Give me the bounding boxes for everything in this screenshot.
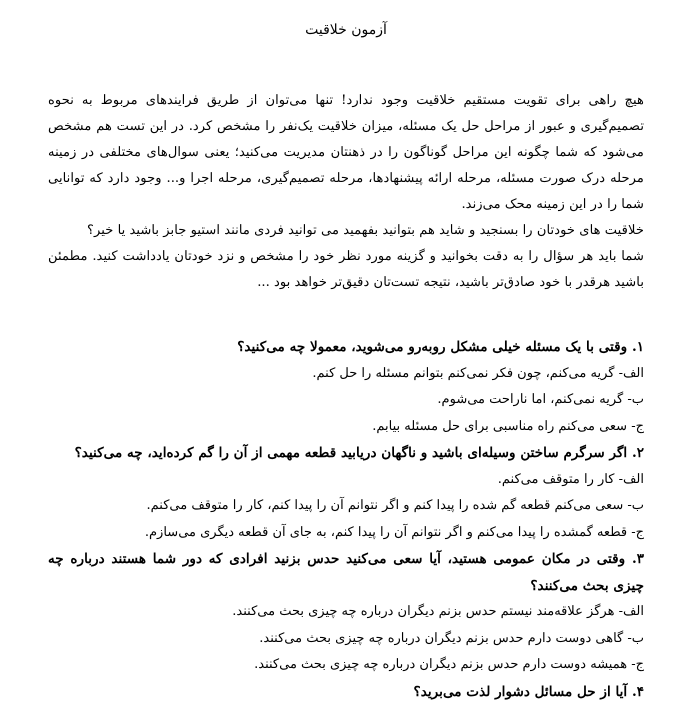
- document-title: آزمون خلاقیت: [305, 22, 387, 38]
- option-jim: ج- قطعه گمشده را پیدا می‌کنم و اگر نتوانم آن را پیدا کنم، به جای آن قطعه دیگری می‌سازم.: [144, 524, 644, 540]
- question-text: ۲. اگر سرگرم ساختن وسیله‌ای باشید و ناگهان دریابید قطعه مهمی از آن را گم کرده‌اید، چه می‌کنید؟: [74, 445, 644, 461]
- option-jim: ج- همیشه دوست دارم حدس بزنم دیگران درباره چه چیزی بحث می‌کنند.: [254, 657, 644, 672]
- option-alef: الف- هرگز علاقه‌مند نیستم حدس بزنم دیگران درباره چه چیزی بحث می‌کنند.: [232, 604, 644, 619]
- question-text: ۱. وقتی با یک مسئله خیلی مشکل روبه‌رو می‌شوید، معمولا چه می‌کنید؟: [237, 339, 644, 355]
- option-jim: ج- سعی می‌کنم راه مناسبی برای حل مسئله بیابم.: [372, 418, 644, 434]
- option-be: ب- گاهی دوست دارم حدس بزنم دیگران درباره چه چیزی بحث می‌کنند.: [259, 630, 644, 646]
- option-alef: الف- گریه می‌کنم، چون فکر نمی‌کنم بتوانم مسئله را حل کنم.: [312, 365, 644, 381]
- intro-paragraph: شما باید هر سؤال را به دقت بخوانید و گزینه مورد نظر خود را مشخص و نزد خودتان یادداشت کنید. مطمئن باشید هرقدر با خود صادق‌تر باشید، نتیجه تست‌تان دقیق‌تر خواهد بود ...: [48, 249, 644, 290]
- option-alef: الف- کار را متوقف می‌کنم.: [497, 471, 644, 487]
- option-be: ب- سعی می‌کنم قطعه گم شده را پیدا کنم و اگر نتوانم آن را پیدا کنم، کار را متوقف می‌کنم.: [146, 498, 644, 513]
- option-be: ب- گریه نمی‌کنم، اما ناراحت می‌شوم.: [437, 392, 644, 407]
- question-1: [48, 334, 644, 440]
- intro-paragraph: هیچ راهی برای تقویت مستقیم خلاقیت وجود ندارد! تنها می‌توان از طریق فرایندهای مربوط به نحوه تصمیم‌گیری و عبور از مراحل حل یک مسئله، میزان خلاقیت یک‌نفر را مشخص کرد. در این تست هم مشخص می‌شود که شما چگونه این مراحل گوناگون را در ذهنتان مدیریت می‌کنید؛ یعنی سوال‌های مختلفی در زمینه مرحله درک صورت مسئله، مرحله ارائه پیشنهادها، مرحله تصمیم‌گیری، مرحله اجرا و... وجود دارد که توانایی شما را در این زمینه محک می‌زند.: [48, 93, 644, 212]
- question-text: ۴. آیا از حل مسائل دشوار لذت می‌برید؟: [413, 683, 644, 700]
- document-page: [48, 0, 644, 723]
- question-4: [48, 679, 644, 706]
- question-text: ۳. وقتی در مکان عمومی هستید، آیا سعی می‌کنید حدس بزنید افرادی که دور شما هستند درباره چه چیزی بحث می‌کنند؟: [48, 551, 644, 594]
- intro-paragraph: خلاقیت های خودتان را بسنجید و شاید هم بتوانید بفهمید می توانید فردی مانند استیو جابز باشید یا خیر؟: [86, 223, 644, 238]
- intro-section: [48, 88, 644, 296]
- question-2: [48, 440, 644, 546]
- question-3: [48, 546, 644, 679]
- questions-list: [48, 334, 644, 705]
